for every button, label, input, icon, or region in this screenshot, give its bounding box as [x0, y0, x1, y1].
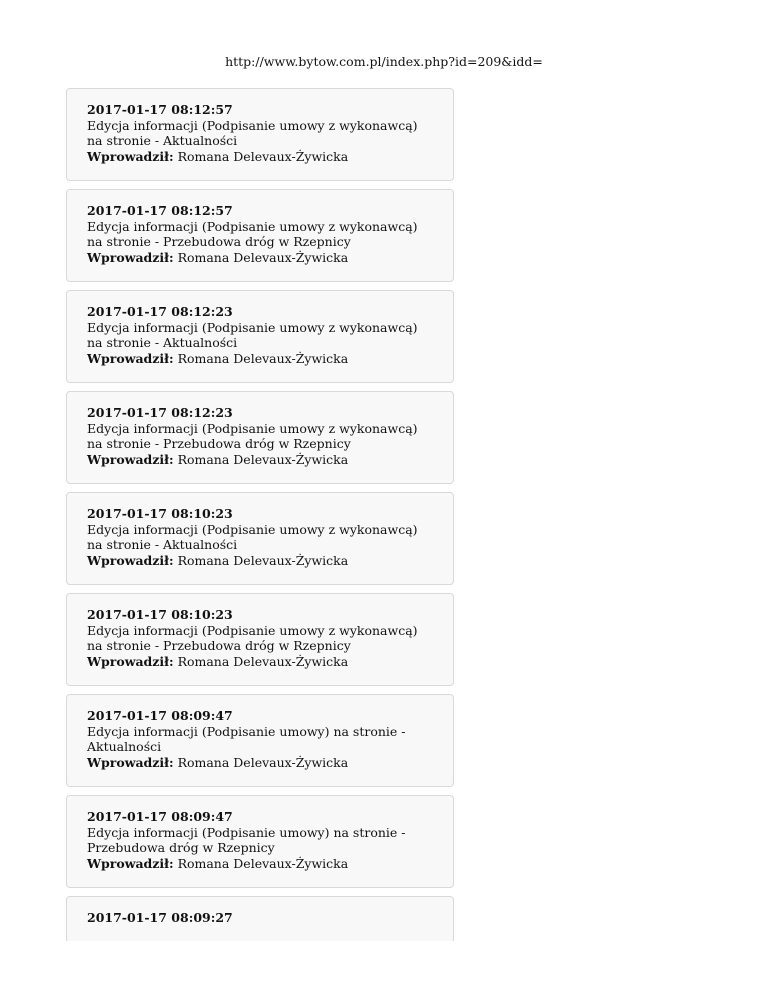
- author-label: Wprowadził:: [87, 553, 174, 569]
- entry-author: Romana Delevaux-Żywicka: [177, 654, 349, 670]
- page-url: http://www.bytow.com.pl/index.php?id=209&idd=: [225, 54, 543, 69]
- entry-description: Edycja informacji (Podpisanie umowy z wykonawcą) na stronie - Przebudowa dróg w Rzepnicy: [87, 622, 418, 654]
- entry-timestamp: 2017-01-17 08:12:57: [87, 203, 233, 218]
- entry-author-line: [87, 351, 433, 367]
- log-entry: [66, 88, 454, 181]
- entry-author: Romana Delevaux-Żywicka: [177, 452, 349, 468]
- entry-timestamp: 2017-01-17 08:09:47: [87, 809, 233, 824]
- entry-author: Romana Delevaux-Żywicka: [177, 351, 349, 367]
- entry-author-line: [87, 553, 433, 569]
- entry-author-line: [87, 654, 433, 670]
- entry-author: Romana Delevaux-Żywicka: [177, 250, 349, 266]
- entry-author: Romana Delevaux-Żywicka: [177, 856, 349, 872]
- log-entry: [66, 593, 454, 686]
- entry-timestamp: 2017-01-17 08:12:23: [87, 304, 233, 319]
- entry-author-line: [87, 149, 433, 165]
- entry-description: Edycja informacji (Podpisanie umowy z wykonawcą) na stronie - Przebudowa dróg w Rzepnicy: [87, 420, 418, 452]
- entry-timestamp: 2017-01-17 08:10:23: [87, 506, 233, 521]
- author-label: Wprowadził:: [87, 250, 174, 266]
- author-label: Wprowadził:: [87, 452, 174, 468]
- entry-author-line: [87, 250, 433, 266]
- log-entry: [66, 391, 454, 484]
- entry-author: Romana Delevaux-Żywicka: [177, 755, 349, 771]
- entry-author: Romana Delevaux-Żywicka: [177, 149, 349, 165]
- entry-timestamp: 2017-01-17 08:09:27: [87, 910, 233, 925]
- entry-description: Edycja informacji (Podpisanie umowy) na stronie - Przebudowa dróg w Rzepnicy: [87, 824, 406, 856]
- entry-description: Edycja informacji (Podpisanie umowy z wykonawcą) na stronie - Aktualności: [87, 521, 418, 553]
- author-label: Wprowadził:: [87, 149, 174, 165]
- entry-description: Edycja informacji (Podpisanie umowy) na stronie - Aktualności: [87, 723, 406, 755]
- author-label: Wprowadził:: [87, 856, 174, 872]
- log-entry: [66, 694, 454, 787]
- log-entry: [66, 189, 454, 282]
- log-entry: [66, 795, 454, 888]
- entry-description: Edycja informacji (Podpisanie umowy z wykonawcą) na stronie - Przebudowa dróg w Rzepnicy: [87, 218, 418, 250]
- author-label: Wprowadził:: [87, 351, 174, 367]
- entry-timestamp: 2017-01-17 08:09:47: [87, 708, 233, 723]
- entry-timestamp: 2017-01-17 08:12:23: [87, 405, 233, 420]
- entry-author-line: [87, 856, 433, 872]
- author-label: Wprowadził:: [87, 654, 174, 670]
- activity-log-list: [66, 88, 454, 941]
- log-entry: [66, 492, 454, 585]
- entry-timestamp: 2017-01-17 08:10:23: [87, 607, 233, 622]
- log-entry: [66, 290, 454, 383]
- author-label: Wprowadził:: [87, 755, 174, 771]
- entry-author-line: [87, 452, 433, 468]
- entry-description: Edycja informacji (Podpisanie umowy z wykonawcą) na stronie - Aktualności: [87, 117, 418, 149]
- log-entry: [66, 896, 454, 941]
- entry-author-line: [87, 755, 433, 771]
- entry-timestamp: 2017-01-17 08:12:57: [87, 102, 233, 117]
- entry-author: Romana Delevaux-Żywicka: [177, 553, 349, 569]
- entry-description: Edycja informacji (Podpisanie umowy z wykonawcą) na stronie - Aktualności: [87, 319, 418, 351]
